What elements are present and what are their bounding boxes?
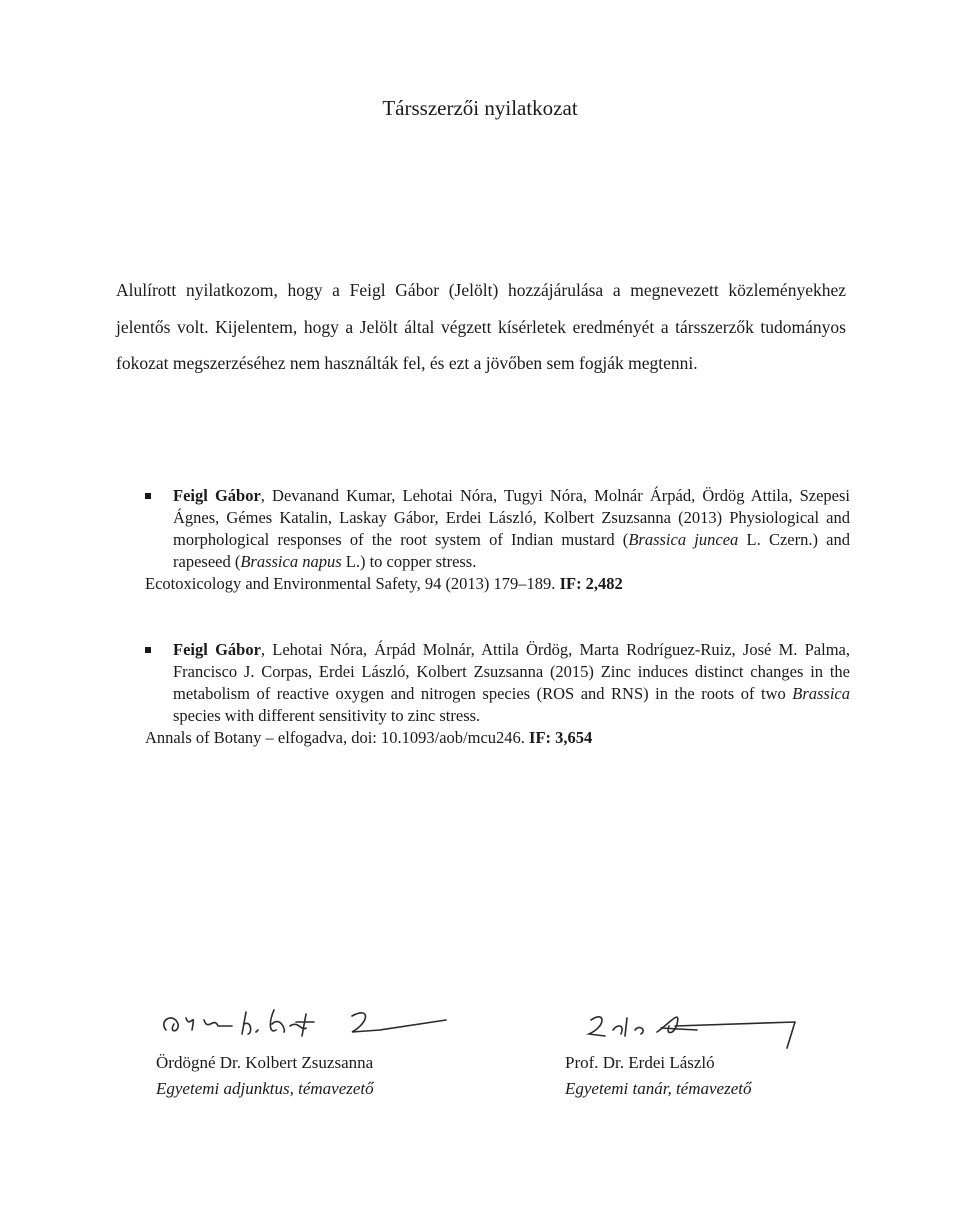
signatory-name: Prof. Dr. Erdei László [565, 1053, 715, 1072]
journal-reference [145, 573, 850, 595]
declaration-paragraph: Alulírott nyilatkozom, hogy a Feigl Gábor (Jelölt) hozzájárulása a megnevezett közleményekhez jelentős volt. Kijelentem, hogy a Jelölt által végzett kísérletek eredményét a társszerzők tudományos fokozat megszerzéséhez nem használták fel, és ezt a jövőben sem fogják megtenni. [116, 280, 846, 373]
journal-name: Ecotoxicology and Environmental Safety, 94 (2013) 179–189. [145, 574, 560, 593]
citation-text: L. Czern.) and rapeseed ( [173, 530, 851, 571]
journal-reference [145, 727, 850, 749]
lead-author: Feigl Gábor [173, 640, 261, 659]
journal-name: Annals of Botany – elfogadva, doi: 10.1093/aob/mcu246. [145, 728, 530, 747]
lead-author: Feigl Gábor [173, 486, 261, 505]
bullet-icon [145, 647, 151, 653]
signature-block-right [565, 990, 825, 1102]
species-name: Brassica juncea [628, 530, 739, 549]
publication-entry [145, 639, 850, 749]
citation-text: L.) to copper stress. [341, 552, 477, 571]
authors-and-title: , Lehotai Nóra, Árpád Molnár, Attila Ördög, Marta Rodríguez-Ruiz, José M. Palma, Francisco J. Corpas, Erdei László, Kolbert Zsuzsanna (2015) Zinc induces distinct changes in the metabolism of reactive oxygen and nitrogen species (ROS and RNS) in the roots of two [173, 640, 850, 703]
bullet-icon [145, 493, 151, 499]
signature-block-left [156, 990, 456, 1102]
signatory-role: Egyetemi adjunktus, témavezető [156, 1079, 374, 1098]
signatory-name: Ördögné Dr. Kolbert Zsuzsanna [156, 1053, 374, 1072]
publication-entry [145, 485, 850, 595]
species-name: Brassica napus [240, 552, 342, 571]
impact-factor: IF: 2,482 [559, 574, 623, 593]
publication-citation [145, 485, 850, 573]
document-title: Társszerzői nyilatkozat [382, 96, 578, 120]
publication-citation [145, 639, 850, 727]
species-name: Brassica [792, 684, 850, 703]
handwritten-signature-icon [156, 990, 456, 1050]
signatory-role: Egyetemi tanár, témavezető [565, 1079, 752, 1098]
citation-text: species with different sensitivity to zinc stress. [173, 706, 481, 725]
handwritten-signature-icon [565, 990, 825, 1050]
authors-and-title: , Devanand Kumar, Lehotai Nóra, Tugyi Nóra, Molnár Árpád, Ördög Attila, Szepesi Ágnes, Gémes Katalin, Laskay Gábor, Erdei László, Kolbert Zsuzsanna (2013) Physiological and morphological responses of the root system of Indian mustard ( [173, 486, 850, 549]
impact-factor: IF: 3,654 [529, 728, 593, 747]
